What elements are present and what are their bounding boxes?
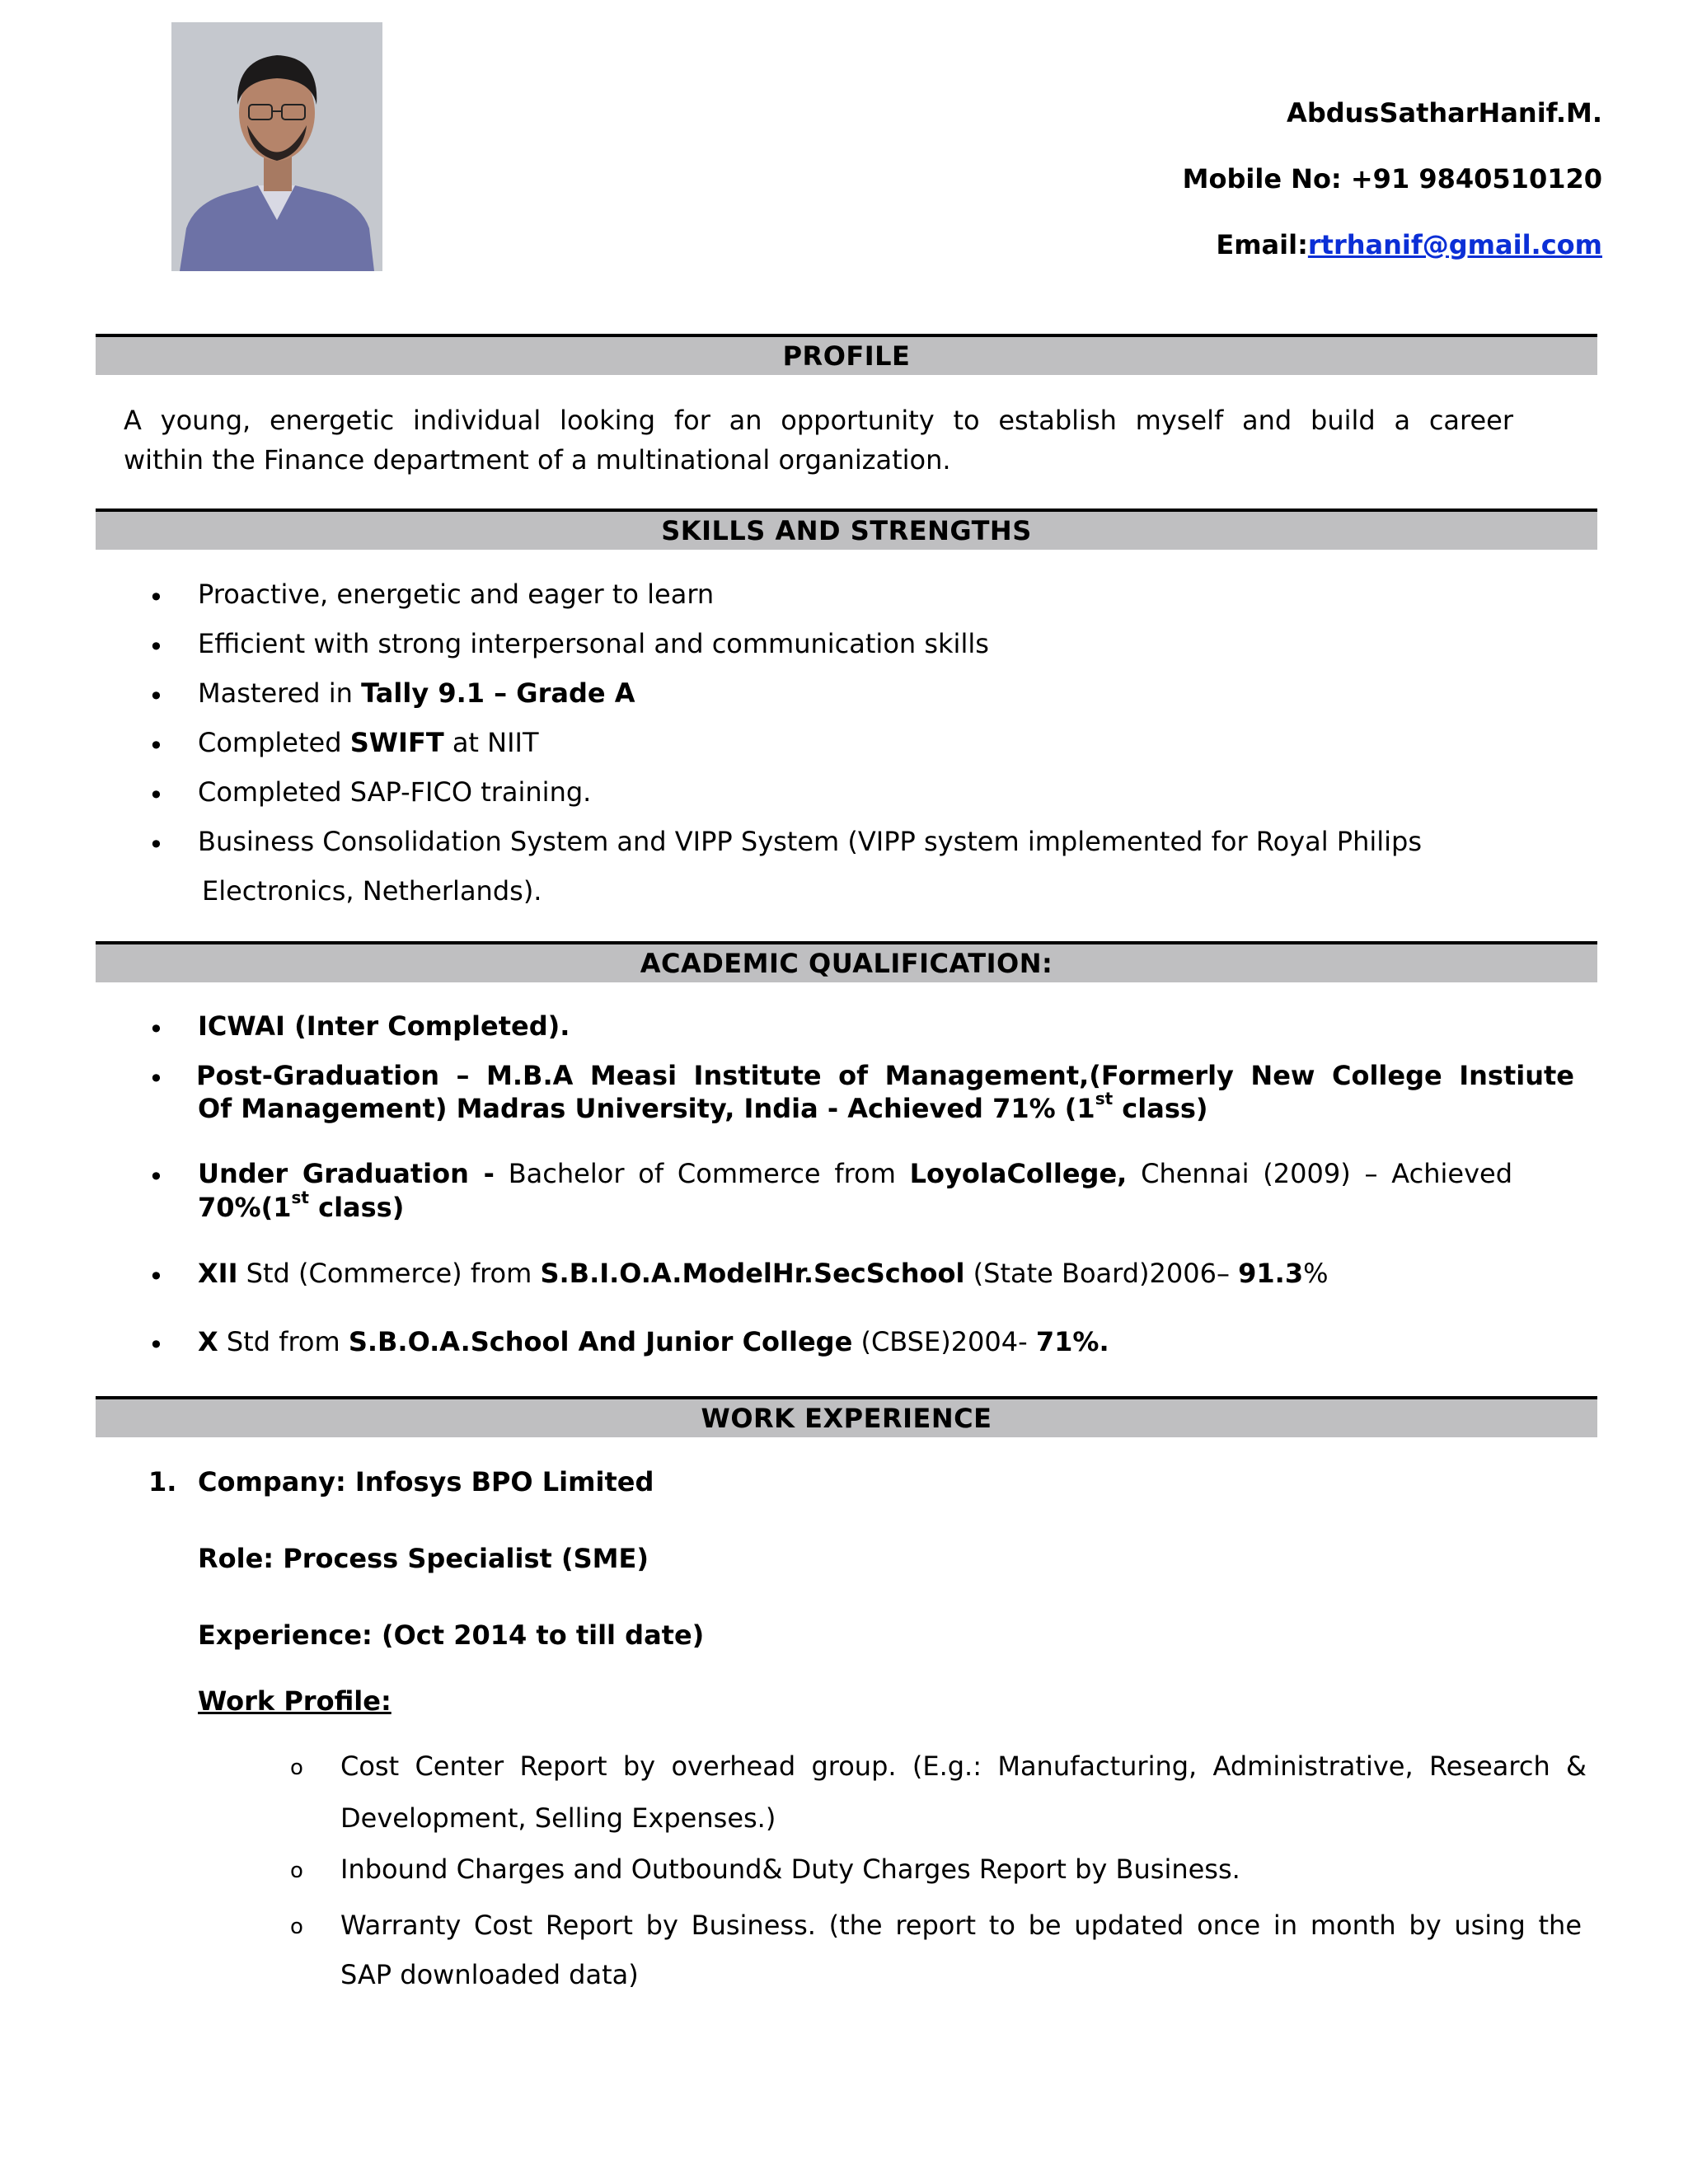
academic-text: Std from: [218, 1326, 349, 1357]
bullet-icon: •: [148, 582, 164, 613]
section-profile-title: PROFILE: [782, 340, 911, 372]
section-skills: [96, 509, 1597, 550]
section-academic-title: ACADEMIC QUALIFICATION:: [640, 948, 1053, 979]
work-profile-item: Cost Center Report by overhead group. (E.g.: Manufacturing, Administrative, Research &: [340, 1750, 1587, 1782]
skill-text: at NIIT: [443, 727, 539, 758]
skill-item: Business Consolidation System and VIPP System (VIPP system implemented for Royal Philips: [198, 826, 1423, 857]
bullet-icon: •: [148, 1063, 164, 1094]
academic-bold-text: 91.3: [1238, 1258, 1304, 1289]
skill-bold-text: Tally 9.1 – Grade A: [361, 677, 635, 709]
work-profile-item-continued: Development, Selling Expenses.): [340, 1802, 776, 1834]
bullet-icon: •: [148, 681, 164, 712]
profile-photo: [171, 22, 382, 271]
academic-item: ICWAI (Inter Completed).: [198, 1010, 570, 1042]
academic-text: (State Board)2006–: [964, 1258, 1239, 1289]
circle-bullet-icon: o: [290, 1858, 303, 1883]
academic-text: class): [1113, 1093, 1208, 1124]
skill-bold-text: SWIFT: [349, 727, 444, 758]
bullet-icon: •: [148, 1014, 164, 1045]
bullet-icon: •: [148, 631, 164, 663]
skill-text: Completed: [198, 727, 350, 758]
work-profile-item: Inbound Charges and Outbound& Duty Charges Report by Business.: [340, 1854, 1240, 1885]
section-work: [96, 1396, 1597, 1437]
mobile-number: Mobile No: +91 9840510120: [1182, 163, 1602, 194]
circle-bullet-icon: o: [290, 1915, 303, 1939]
profile-line-2: within the Finance department of a multinational organization.: [124, 444, 951, 476]
skill-item: [198, 727, 539, 758]
academic-text: Bachelor of Commerce from: [494, 1158, 910, 1189]
person-photo-icon: [171, 22, 382, 271]
academic-bold-text: 71%.: [1035, 1326, 1109, 1357]
section-profile: [96, 334, 1597, 375]
academic-item-continued: [198, 1089, 1208, 1124]
bullet-icon: •: [148, 829, 164, 860]
academic-text: Of Management) Madras University, India - Achieved 71% (1: [198, 1093, 1095, 1124]
section-academic: [96, 941, 1597, 982]
academic-item: Post-Graduation – M.B.A Measi Institute of Management,(Formerly New College Instiute: [196, 1060, 1574, 1091]
circle-bullet-icon: o: [290, 1755, 303, 1780]
academic-bold-text: X: [198, 1326, 218, 1357]
skill-item: [198, 677, 635, 709]
work-profile-item: Warranty Cost Report by Business. (the report to be updated once in month by using the: [340, 1910, 1582, 1941]
academic-text: (CBSE)2004-: [852, 1326, 1036, 1357]
superscript: st: [291, 1188, 309, 1208]
academic-item: [198, 1326, 1109, 1357]
superscript: st: [1095, 1089, 1114, 1109]
academic-text: %: [1303, 1258, 1329, 1289]
skill-item-continued: Electronics, Netherlands).: [202, 875, 542, 907]
skill-item: Proactive, energetic and eager to learn: [198, 579, 715, 610]
email-line: [1216, 229, 1602, 260]
academic-bold-text: Under Graduation -: [198, 1158, 495, 1189]
academic-bold-text: LoyolaCollege,: [909, 1158, 1128, 1189]
skill-item: Completed SAP-FICO training.: [198, 776, 592, 808]
bullet-icon: •: [148, 1161, 164, 1193]
academic-item-continued: [198, 1188, 405, 1223]
profile-line-1: A young, energetic individual looking for an opportunity to establish myself and build a career: [124, 405, 1513, 436]
section-skills-title: SKILLS AND STRENGTHS: [661, 515, 1032, 546]
academic-text: 70%(1: [198, 1192, 292, 1223]
skill-item: Efficient with strong interpersonal and communication skills: [198, 628, 989, 659]
academic-item: [198, 1258, 1329, 1289]
work-profile-heading: Work Profile:: [198, 1685, 392, 1717]
bullet-icon: •: [148, 730, 164, 762]
academic-bold-text: S.B.I.O.A.ModelHr.SecSchool: [540, 1258, 965, 1289]
candidate-name: AbdusSatharHanif.M.: [1287, 97, 1602, 129]
bullet-icon: •: [148, 1329, 164, 1361]
work-company: Company: Infosys BPO Limited: [198, 1466, 654, 1497]
academic-text: Std (Commerce) from: [237, 1258, 541, 1289]
skill-text: Mastered in: [198, 677, 362, 709]
academic-text: class): [308, 1192, 405, 1223]
bullet-icon: •: [148, 1261, 164, 1292]
email-link[interactable]: rtrhanif@gmail.com: [1307, 229, 1602, 260]
academic-item: [198, 1158, 1512, 1189]
email-label: Email:: [1216, 229, 1308, 260]
academic-bold-text: XII: [198, 1258, 238, 1289]
work-role: Role: Process Specialist (SME): [198, 1543, 649, 1574]
bullet-icon: •: [148, 780, 164, 811]
work-experience: Experience: (Oct 2014 to till date): [198, 1619, 705, 1651]
section-work-title: WORK EXPERIENCE: [701, 1403, 992, 1434]
work-profile-item-continued: SAP downloaded data): [340, 1959, 639, 1990]
academic-bold-text: S.B.O.A.School And Junior College: [348, 1326, 853, 1357]
work-item-number: 1.: [148, 1466, 177, 1497]
academic-text: Chennai (2009) – Achieved: [1127, 1158, 1512, 1189]
